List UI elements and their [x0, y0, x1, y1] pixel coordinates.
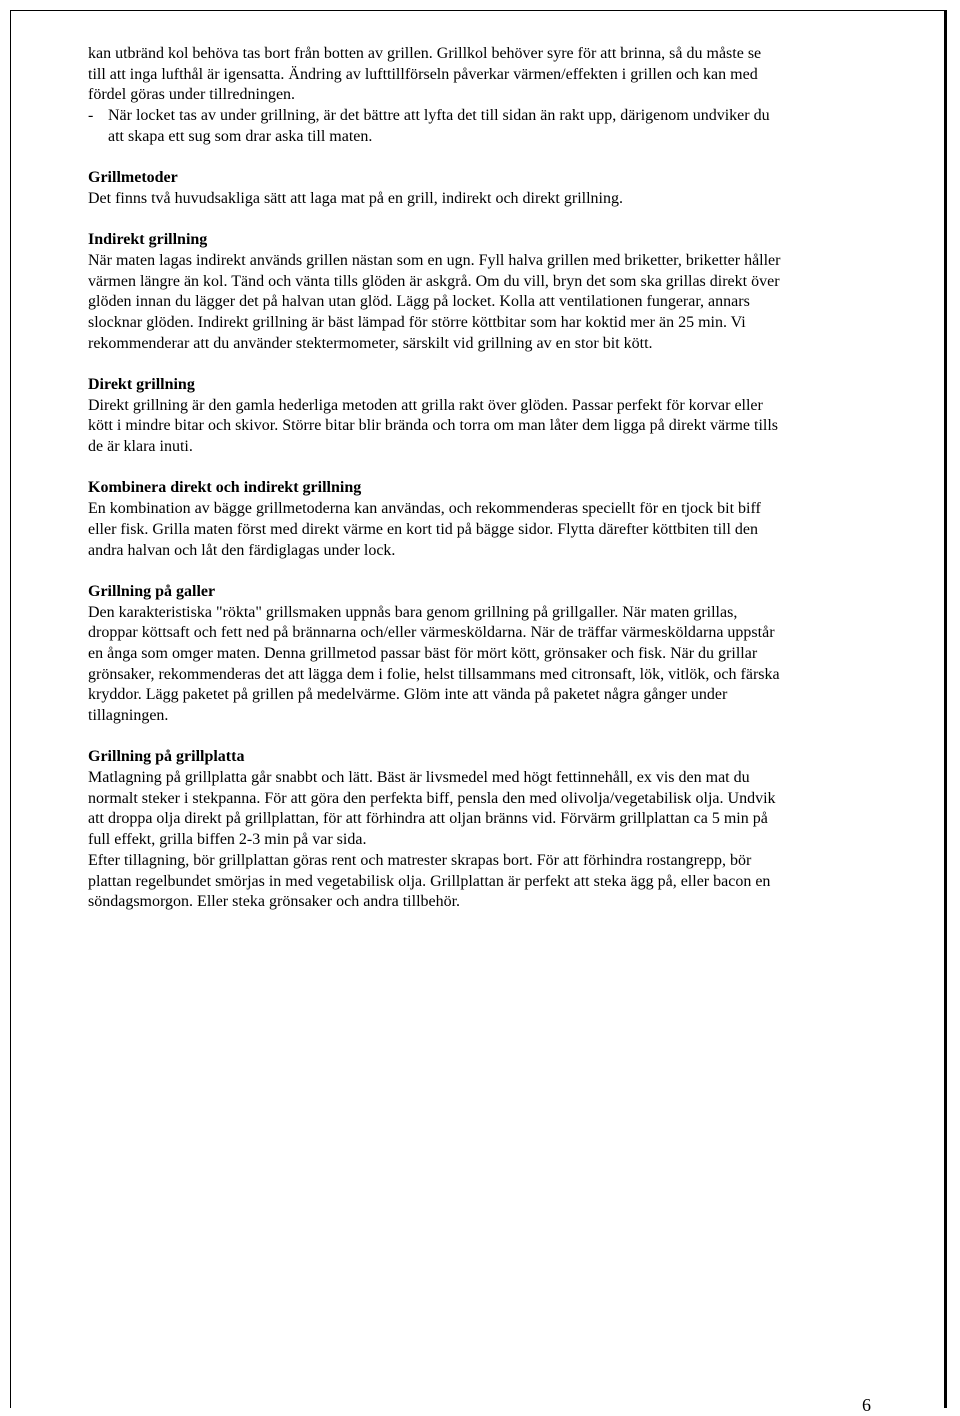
section-kombinera [88, 478, 888, 561]
text-line: värmen längre än kol. Tänd och vänta tills glöden är askgrå. Om du vill, bryn det som ska grillas direkt över [88, 272, 780, 290]
section-heading: Grillning på grillplatta [88, 748, 245, 766]
text-line: att droppa olja direkt på grillplattan, för att förhindra att oljan bränns vid. Förvärm grillplattan ca 5 min på [88, 810, 768, 828]
text-line: När maten lagas indirekt används grillen nästan som en ugn. Fyll halva grillen med briketter, briketter håller [88, 251, 781, 269]
text-line: fördel göras under tillredningen. [88, 86, 296, 104]
text-line: att skapa ett sug som drar aska till maten. [108, 127, 373, 145]
text-line: En kombination av bägge grillmetoderna kan användas, och rekommenderas speciellt för en tjock bit biff [88, 500, 761, 518]
section-grillning-pa-grillplatta [88, 747, 888, 913]
text-line: eller fisk. Grilla maten först med direkt värme en kort tid på bägge sidor. Flytta därefter köttbiten till den [88, 520, 759, 538]
text-line: Den karakteristiska "rökta" grillsmaken uppnås bara genom grillning på grillgaller. När maten grillas, [88, 603, 738, 621]
text-line: Det finns två huvudsakliga sätt att laga mat på en grill, indirekt och direkt grillning. [88, 189, 623, 207]
section-indirekt-grillning [88, 230, 888, 354]
document-body [88, 44, 888, 913]
text-line: kryddor. Lägg paketet på grillen på medelvärme. Glöm inte att vända på paketet några gånger under [88, 686, 728, 704]
text-line: en ånga som omger maten. Denna grillmetod passar bäst för mört kött, grönsaker och fisk. När du grillar [88, 644, 758, 662]
text-line: andra halvan och låt den färdiglagas under lock. [88, 541, 396, 559]
bullet-dash: - [88, 107, 94, 125]
section-heading: Direkt grillning [88, 376, 195, 393]
text-line: söndagsmorgon. Eller steka grönsaker och andra tillbehör. [88, 893, 461, 911]
text-line: Direkt grillning är den gamla hederliga metoden att grilla rakt över glöden. Passar perfekt för korvar eller [88, 396, 763, 414]
text-line: tillagningen. [88, 707, 169, 724]
text-line: till att inga lufthål är igensatta. Ändring av lufttillförseln påverkar värmen/effekten i grillen och kan med [88, 65, 758, 83]
text-line: Matlagning på grillplatta går snabbt och lätt. Bäst är livsmedel med högt fettinnehåll, ex vis den mat du [88, 769, 750, 787]
section-heading: Grillmetoder [88, 169, 178, 187]
text-line: glöden innan du lägger det på halvan utan glöd. Lägg på locket. Kolla att ventilationen fungerar, annars [88, 293, 750, 311]
text-line: plattan regelbundet smörjas in med vegetabilisk olja. Grillplattan är perfekt att steka ägg på, eller bacon en [88, 872, 771, 890]
page-number: 6 [862, 1395, 871, 1415]
section-grillmetoder [88, 168, 888, 209]
text-line: de är klara inuti. [88, 438, 193, 456]
text-line: slocknar glöden. Indirekt grillning är bäst lämpad för större köttbitar som har koktid mer än 25 min. Vi [88, 313, 746, 331]
section-heading: Grillning på galler [88, 582, 216, 600]
text-line: När locket tas av under grillning, är det bättre att lyfta det till sidan än rakt upp, därigenom undviker du [108, 107, 770, 125]
section-heading: Indirekt grillning [88, 231, 208, 249]
bullet-item [88, 106, 888, 147]
text-line: droppar köttsaft och fett ned på brännarna och/eller värmesköldarna. När de träffar värmesköldarna uppstår [88, 624, 775, 642]
text-line: normalt steker i stekpanna. För att göra den perfekta biff, pensla den med olivolja/vegetabilisk olja. Undvik [88, 789, 776, 807]
text-line: kan utbränd kol behöva tas bort från botten av grillen. Grillkol behöver syre för att brinna, så du måste se [88, 45, 762, 62]
section-direkt-grillning [88, 375, 888, 458]
section-heading: Kombinera direkt och indirekt grillning [88, 479, 362, 497]
text-line: rekommenderar att du använder stektermometer, särskilt vid grillning av en stor bit kött. [88, 334, 653, 352]
text-line: Efter tillagning, bör grillplattan göras rent och matrester skrapas bort. För att förhindra rostangrepp, bör [88, 851, 752, 869]
text-line: kött i mindre bitar och skivor. Större bitar blir brända och torra om man låter dem ligga på direkt värme tills [88, 417, 779, 435]
text-line: full effekt, grilla biffen 2-3 min på var sida. [88, 831, 367, 849]
text-line: grönsaker, rekommenderas det att lägga dem i folie, helst tillsammans med citronsaft, lök, vitlök, och färska [88, 665, 780, 683]
section-grillning-pa-galler [88, 582, 888, 727]
intro-paragraph [88, 44, 888, 106]
